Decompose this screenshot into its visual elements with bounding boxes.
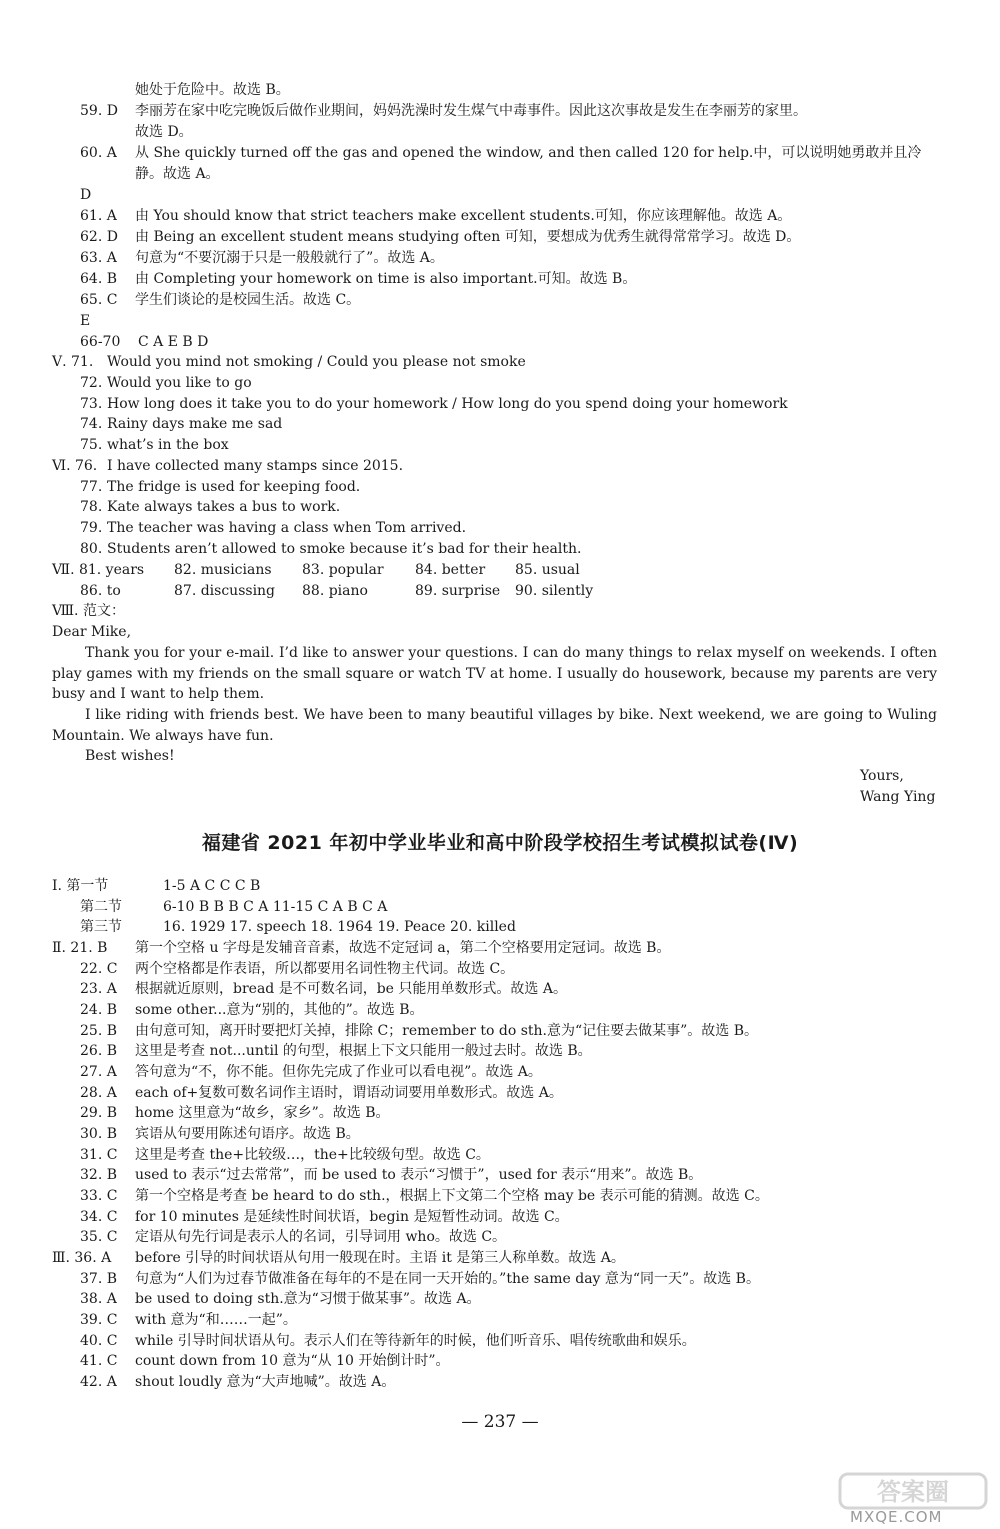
answer-number: 35. C: [80, 1229, 118, 1245]
page-number: — 237 —: [461, 1412, 539, 1432]
answer-text: Kate always takes a bus to work.: [107, 499, 341, 515]
answer-text: each of+复数可数名词作主语时，谓语动词要用单数形式。故选 A。: [135, 1085, 563, 1101]
answer-number: 41. C: [80, 1353, 118, 1369]
answer-line: [52, 1248, 625, 1268]
answer-number: 40. C: [80, 1333, 118, 1349]
answer-line: [80, 497, 340, 517]
answer-number: 72.: [80, 375, 103, 391]
answer-text: 由句意可知，离开时要把灯关掉，排除 C；remember to do sth.意为“记住要去做某事”。故选 B。: [135, 1023, 759, 1039]
answer-text: I have collected many stamps since 2015.: [107, 458, 404, 474]
answer-number: 61. A: [80, 208, 117, 224]
answer-text: some other...意为“别的，其他的”。故选 B。: [135, 1002, 424, 1018]
answer-number: 30. B: [80, 1126, 118, 1142]
answer-text: How long does it take you to do your homework / How long do you spend doing your homework: [107, 396, 788, 412]
answer-line: [80, 1062, 542, 1082]
answer-text: for 10 minutes 是延续性时间状语，begin 是短暂性动词。故选 C。: [135, 1209, 569, 1225]
answer-line: [80, 290, 360, 310]
exam-title: 福建省 2021 年初中学业毕业和高中阶段学校招生考试模拟试卷(Ⅳ): [201, 832, 799, 854]
essay-paragraph-1: Thank you for your e-mail. I’d like to answer your questions. I can do many things to relax myself on weekends. I often play games with my friends on the small square or watch TV at home. I usually do housework, because my parents are very busy and I want to help them.: [52, 645, 937, 702]
essay-salutation: Dear Mike,: [52, 624, 132, 640]
answer-line: [80, 1145, 490, 1165]
vocab-item: 82. musicians: [174, 562, 272, 578]
answer-text: be used to doing sth.意为“习惯于做某事”。故选 A。: [135, 1291, 481, 1307]
answer-number: 60. A: [80, 145, 117, 161]
answer-number: Ⅲ. 36. A: [52, 1250, 112, 1266]
answer-number: 29. B: [80, 1105, 118, 1121]
answer-line: [80, 1372, 395, 1392]
answer-number: 77.: [80, 479, 103, 495]
answer-line: [135, 122, 193, 142]
answer-number: Ⅱ. 21. B: [52, 940, 108, 956]
answer-line: [80, 227, 800, 247]
answer-line: [80, 897, 387, 917]
vocab-row: [52, 560, 580, 580]
answer-line: [52, 456, 403, 476]
answer-number: 24. B: [80, 1002, 118, 1018]
answer-text: 由 You should know that strict teachers make excellent students.可知，你应该理解他。故选 A。: [135, 208, 792, 224]
answer-text: 由 Being an excellent student means studying often 可知，要想成为优秀生就得常常学习。故选 D。: [135, 229, 801, 245]
answer-text: 宾语从句要用陈述句语序。故选 B。: [135, 1126, 360, 1142]
vocab-item: 86. to: [80, 583, 121, 599]
answer-text: Rainy days make me sad: [107, 416, 283, 432]
answer-line: [80, 248, 444, 268]
answer-number: 64. B: [80, 271, 118, 287]
answer-text: 句意为“人们为过春节做准备在每年的不是在同一天开始的。”the same day 意为“同一天”。故选 B。: [135, 1271, 760, 1287]
vocab-item: 85. usual: [515, 562, 580, 578]
answer-line: [80, 539, 581, 559]
answer-number: 25. B: [80, 1023, 118, 1039]
answer-line: [80, 1186, 769, 1206]
answer-text: what’s in the box: [107, 437, 229, 453]
answer-text: while 引导时间状语从句。表示人们在等待新年的时候，他们听音乐、唱传统歌曲和娱乐。: [135, 1333, 696, 1349]
answer-text: 李丽芳在家中吃完晚饭后做作业期间，妈妈洗澡时发生煤气中毒事件。因此这次事故是发生在李丽芳的家里。: [135, 103, 807, 119]
answer-text: home 这里意为“故乡，家乡”。故选 B。: [135, 1105, 390, 1121]
answer-number: 第三节: [80, 919, 122, 935]
answer-number: 26. B: [80, 1043, 118, 1059]
answer-line: [80, 332, 208, 352]
vocab-item: 83. popular: [302, 562, 384, 578]
answer-number: 42. A: [80, 1374, 117, 1390]
section-letter-text: E: [80, 313, 91, 329]
essay-paragraph-2: I like riding with friends best. We have been to many beautiful villages by bike. Next weekend, we are going to Wuling Mountain. We always have fun.: [52, 707, 937, 744]
answer-number: Ⅰ. 第一节: [52, 878, 109, 894]
answer-line: [80, 1207, 569, 1227]
answer-text: 1-5 A C C C B: [163, 878, 261, 894]
answer-text: 答句意为“不，你不能。但你先完成了作业可以看电视”。故选 A。: [135, 1064, 542, 1080]
answer-number: 74.: [80, 416, 103, 432]
essay-signature: Wang Ying: [860, 789, 936, 805]
answer-number: 38. A: [80, 1291, 117, 1307]
answer-line: [80, 269, 636, 289]
answer-line: [80, 1269, 760, 1289]
answer-number: 78.: [80, 499, 103, 515]
answer-text: 两个空格都是作表语，所以都要用名词性物主代词。故选 C。: [135, 961, 515, 977]
answer-text: 由 Completing your homework on time is also important.可知。故选 B。: [135, 271, 637, 287]
answer-line: [52, 876, 260, 896]
answer-text: 这里是考查 not...until 的句型，根据上下文只能用一般过去时。故选 B。: [135, 1043, 592, 1059]
vocab-item: 84. better: [415, 562, 486, 578]
answer-text: 这里是考查 the+比较级…，the+比较级句型。故选 C。: [135, 1147, 490, 1163]
answer-line: [80, 143, 921, 163]
answer-text: 故选 D。: [135, 124, 193, 140]
answer-text: count down from 10 意为“从 10 开始倒计时”。: [135, 1353, 450, 1369]
answer-line: [80, 206, 791, 226]
answer-text: The teacher was having a class when Tom arrived.: [107, 520, 467, 536]
watermark-logo-text: 答案圈: [877, 1478, 949, 1506]
answer-text: 从 She quickly turned off the gas and opened the window, and then called 120 for help.中，可以说明她勇敢并且冷: [135, 145, 922, 161]
answer-text: Students aren’t allowed to smoke because it’s bad for their health.: [107, 541, 582, 557]
answer-line: [80, 1165, 702, 1185]
answer-number: 80.: [80, 541, 103, 557]
answer-line: [80, 1041, 592, 1061]
answer-number: 59. D: [80, 103, 118, 119]
vocab-item: Ⅶ. 81. years: [52, 562, 145, 578]
answer-number: 62. D: [80, 229, 118, 245]
essay-yours: Yours,: [860, 768, 904, 784]
answer-number: 37. B: [80, 1271, 118, 1287]
answer-line: [80, 979, 567, 999]
answer-number: 27. A: [80, 1064, 117, 1080]
answer-line: [80, 1351, 450, 1371]
section-letter: [80, 311, 90, 331]
answer-line: [80, 1310, 297, 1330]
answer-text: 定语从句先行词是表示人的名词，引导词用 who。故选 C。: [135, 1229, 507, 1245]
answer-number: 28. A: [80, 1085, 117, 1101]
vocab-item: 87. discussing: [174, 583, 276, 599]
answer-line: [80, 1289, 481, 1309]
watermark-text: MXQE.COM: [850, 1508, 943, 1526]
answer-line: [80, 477, 360, 497]
answer-number: 23. A: [80, 981, 117, 997]
answer-text: shout loudly 意为“大声地喊”。故选 A。: [135, 1374, 396, 1390]
answer-text: before 引导的时间状语从句用一般现在时。主语 it 是第三人称单数。故选 A。: [135, 1250, 625, 1266]
answer-text: 根据就近原则，bread 是不可数名词，be 只能用单数形式。故选 A。: [135, 981, 567, 997]
answer-text: 句意为“不要沉溺于只是一般般就行了”。故选 A。: [135, 250, 444, 266]
answer-number: 75.: [80, 437, 103, 453]
answer-text: 她处于危险中。故选 B。: [135, 82, 290, 98]
answer-line: [52, 352, 526, 372]
answer-text: used to 表示“过去常常”，而 be used to 表示“习惯于”，used for 表示“用来”。故选 B。: [135, 1167, 703, 1183]
answer-number: Ⅴ. 71.: [52, 354, 94, 370]
answer-line: [52, 938, 670, 958]
section-letter: [80, 185, 91, 205]
answer-line: [80, 1331, 696, 1351]
answer-number: 34. C: [80, 1209, 118, 1225]
answer-line: [80, 959, 514, 979]
answer-line: [80, 435, 229, 455]
answer-number: 79.: [80, 520, 103, 536]
answer-number: 31. C: [80, 1147, 118, 1163]
answer-number: Ⅵ. 76.: [52, 458, 98, 474]
answer-text: The fridge is used for keeping food.: [107, 479, 361, 495]
answer-number: 66-70: [80, 334, 121, 350]
answer-text: with 意为“和……一起”。: [135, 1312, 297, 1328]
answer-line: [80, 414, 282, 434]
answer-number: 第二节: [80, 899, 122, 915]
answer-text: C A E B D: [138, 334, 209, 350]
answer-number: 73.: [80, 396, 103, 412]
answer-line: [80, 917, 516, 937]
essay-closing: Best wishes!: [85, 748, 175, 764]
answer-text: 学生们谈论的是校园生活。故选 C。: [135, 292, 361, 308]
answer-number: 63. A: [80, 250, 117, 266]
answer-number: 33. C: [80, 1188, 118, 1204]
answer-line: [80, 394, 788, 414]
vocab-item: 90. silently: [515, 583, 594, 599]
essay-header: Ⅷ. 范文：: [52, 603, 125, 619]
answer-text: 第一个空格是考查 be heard to do sth.，根据上下文第二个空格 may be 表示可能的猜测。故选 C。: [135, 1188, 769, 1204]
answer-number: 32. B: [80, 1167, 118, 1183]
answer-text: 静。故选 A。: [135, 166, 220, 182]
answer-line: [80, 1021, 758, 1041]
answer-line: [80, 518, 466, 538]
answer-number: 22. C: [80, 961, 118, 977]
answer-text: Would you like to go: [107, 375, 252, 391]
vocab-item: 88. piano: [302, 583, 368, 599]
vocab-item: 89. surprise: [415, 583, 501, 599]
answer-line: [80, 101, 807, 121]
answer-number: 65. C: [80, 292, 118, 308]
answer-number: 39. C: [80, 1312, 118, 1328]
answer-line: [135, 164, 220, 184]
answer-line: [80, 1083, 563, 1103]
answer-line: [80, 1000, 424, 1020]
answer-text: Would you mind not smoking / Could you please not smoke: [107, 354, 526, 370]
answer-line: [80, 1124, 360, 1144]
vocab-row: [80, 581, 593, 601]
answer-text: 16. 1929 17. speech 18. 1964 19. Peace 20. killed: [163, 919, 516, 935]
answer-text: 第一个空格 u 字母是发辅音音素，故选不定冠词 a，第二个空格要用定冠词。故选 B。: [135, 940, 671, 956]
answer-line: [80, 373, 252, 393]
answer-line: [135, 80, 290, 100]
section-letter-text: D: [80, 187, 92, 203]
answer-text: 6-10 B B B C A 11-15 C A B C A: [163, 899, 388, 915]
answer-line: [80, 1103, 390, 1123]
answer-line: [80, 1227, 506, 1247]
